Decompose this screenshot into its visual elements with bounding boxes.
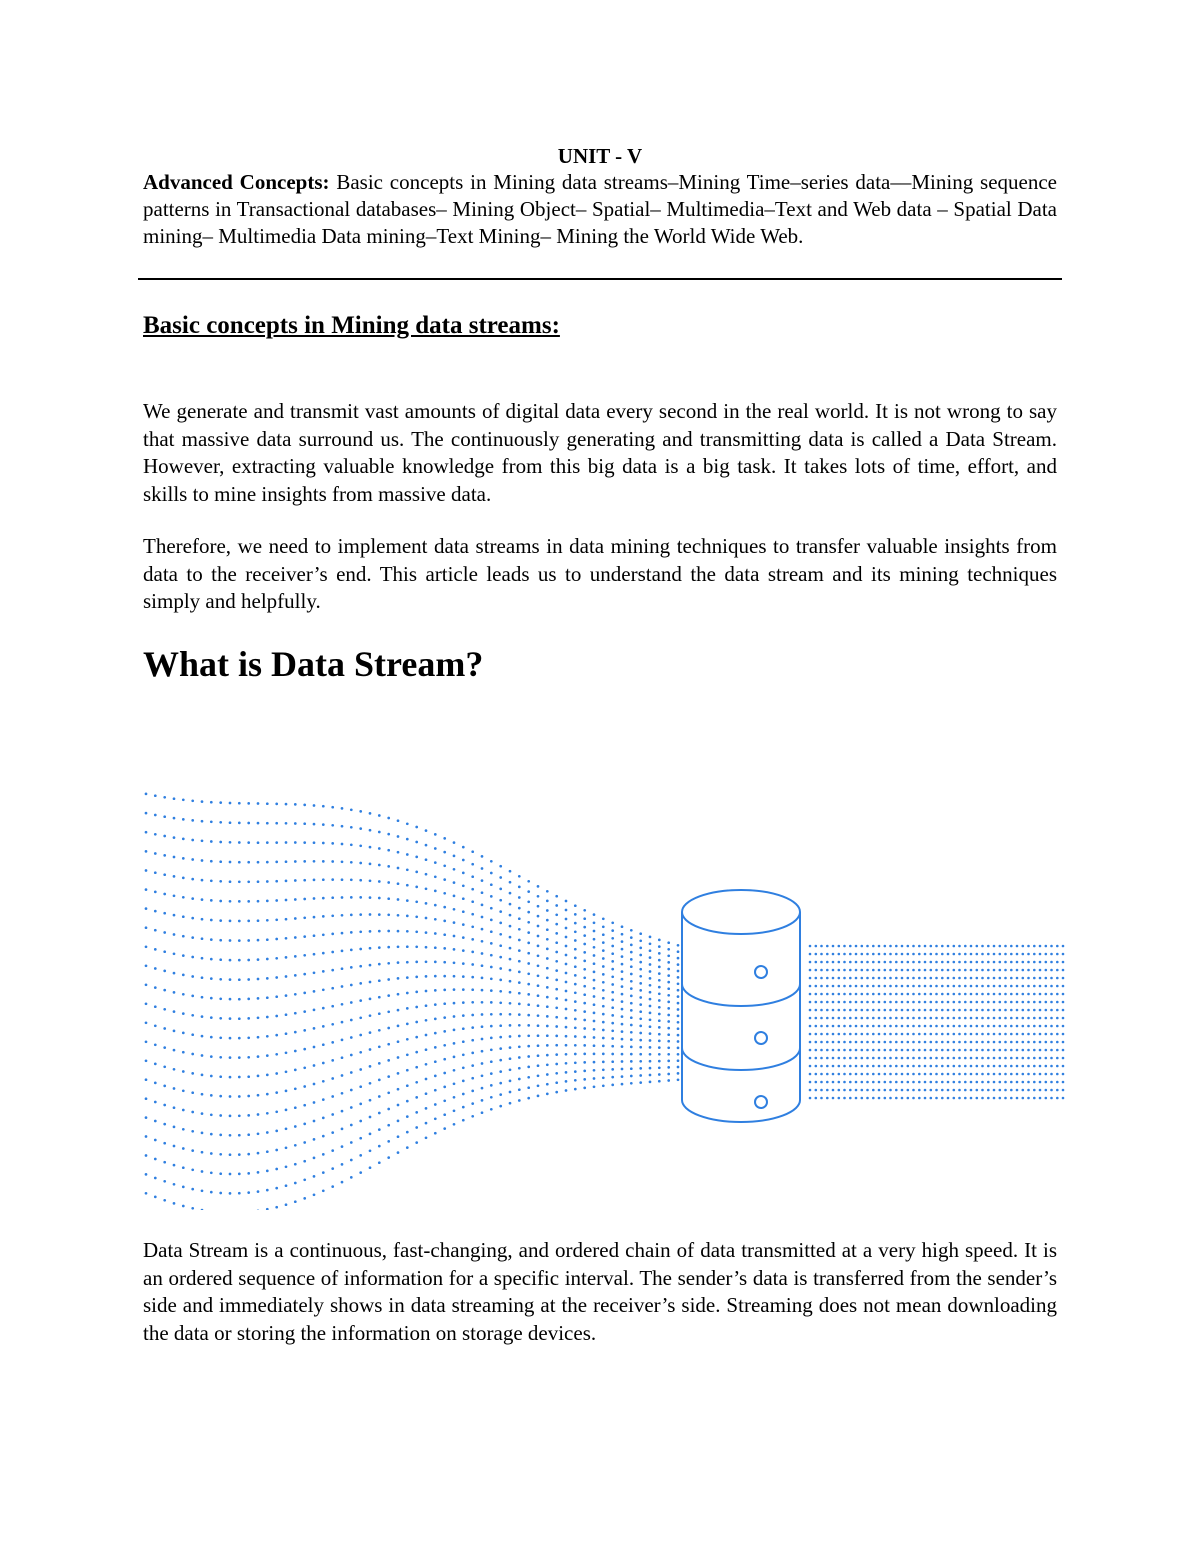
stream-dots-grid [809, 945, 1065, 1100]
database-icon [682, 890, 800, 1122]
unit-title: UNIT - V [557, 144, 643, 168]
data-stream-paragraph: Data Stream is a continuous, fast-changing, and ordered chain of data transmitted at a very high speed. It is an ordered sequence of information for a specific interval. The sender’s data is transferred from the sender’s side and immediately shows in data streaming at the receiver’s side. Streaming does not mean downloading the data or storing the information on storage devices. [143, 1238, 1057, 1345]
advanced-concepts-text: Basic concepts in Mining data streams–Mining Time–series data––Mining sequence patterns in Transactional databases– Mining Object– Spatial– Multimedia–Text and Web data – Spatial Data mining– Multimedia Data mining–Text Mining– Mining the World Wide Web. [143, 170, 1057, 248]
header-divider [138, 278, 1062, 280]
section-heading: Basic concepts in Mining data streams: [143, 312, 560, 339]
data-stream-illustration [138, 760, 1068, 1210]
syllabus-summary [143, 169, 1057, 250]
advanced-concepts-label: Advanced Concepts: [143, 170, 330, 194]
data-stream-heading: What is Data Stream? [143, 644, 484, 684]
intro-paragraph: We generate and transmit vast amounts of digital data every second in the real world. It is not wrong to say that massive data surround us. The continuously generating and transmitting data is called a Data Stream. However, extracting valuable knowledge from this big data is a big task. It takes lots of time, effort, and skills to mine insights from massive data. [143, 399, 1057, 506]
implementation-paragraph: Therefore, we need to implement data streams in data mining techniques to transfer valuable insights from data to the receiver’s end. This article leads us to understand the data stream and its mining techniques simply and helpfully. [143, 534, 1057, 613]
stream-dots-wave [145, 793, 680, 1210]
